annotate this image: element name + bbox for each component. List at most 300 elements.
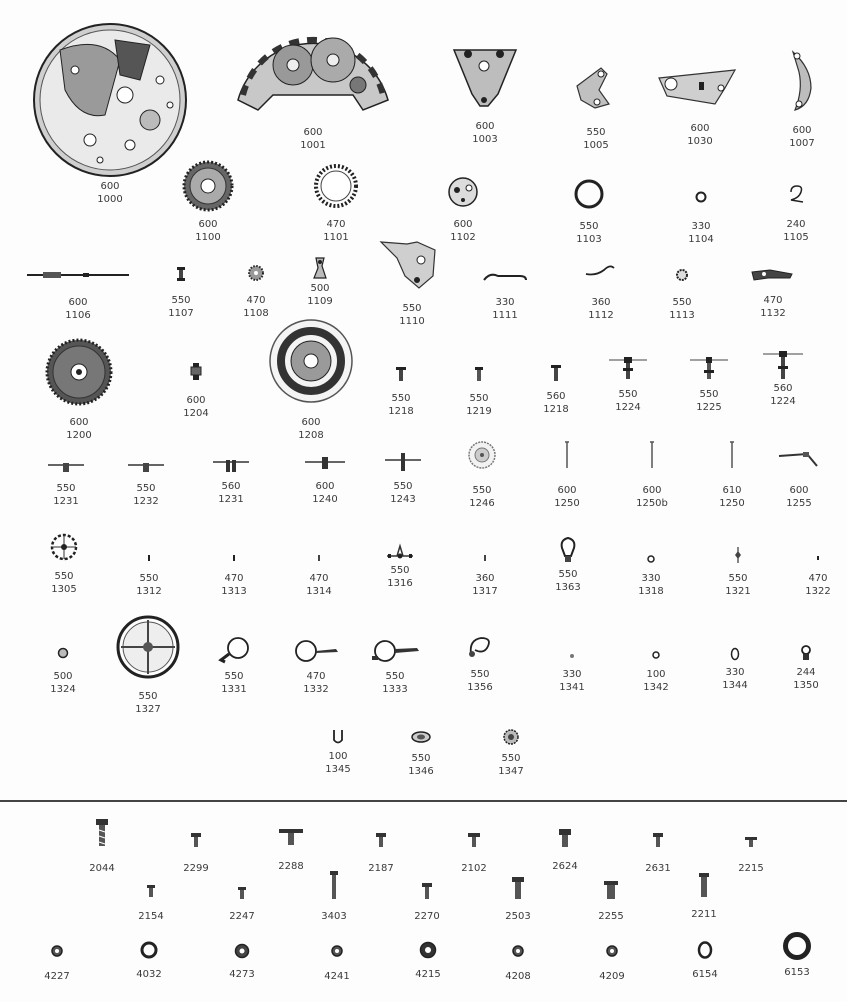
part-group-number: 550 bbox=[138, 691, 158, 702]
part-number: 1231 bbox=[218, 494, 244, 505]
part-number: 1363 bbox=[555, 582, 581, 593]
part-1331 bbox=[194, 636, 274, 696]
part-group-number: 550 bbox=[393, 481, 413, 492]
small-bridge-icon bbox=[787, 48, 817, 114]
part-group-number: 360 bbox=[591, 297, 611, 308]
part-group-number: 600 bbox=[690, 123, 710, 134]
part-1104 bbox=[661, 190, 741, 246]
mainspring-icon bbox=[268, 318, 354, 404]
stem-icon bbox=[727, 440, 737, 470]
part-1240 bbox=[285, 456, 365, 506]
part-1101 bbox=[296, 164, 376, 244]
part-number: 1200 bbox=[66, 430, 92, 441]
washer-icon bbox=[139, 940, 159, 960]
part-1314 bbox=[279, 554, 359, 598]
part-1106 bbox=[18, 268, 138, 322]
part-number: 1103 bbox=[576, 234, 602, 245]
part-group-number: 550 bbox=[672, 297, 692, 308]
part-group-number: 330 bbox=[641, 573, 661, 584]
part-group-number: 244 bbox=[796, 667, 816, 678]
washer-4208 bbox=[483, 944, 553, 983]
part-number: 1030 bbox=[687, 136, 713, 147]
part-number: 1218 bbox=[543, 404, 569, 415]
part-1332 bbox=[286, 638, 346, 696]
part-number: 1243 bbox=[390, 494, 416, 505]
part-group-number: 600 bbox=[303, 127, 323, 138]
part-1246 bbox=[442, 440, 522, 510]
part-1321 bbox=[698, 546, 778, 598]
part-group-number: 470 bbox=[326, 219, 346, 230]
wheel-axle-icon bbox=[688, 356, 730, 382]
pallet-fork-icon bbox=[385, 542, 415, 562]
part-number: 1112 bbox=[588, 310, 614, 321]
small-ring-icon bbox=[651, 650, 661, 660]
part-number: 1246 bbox=[469, 498, 495, 509]
screw-icon bbox=[94, 818, 110, 848]
regulator-icon bbox=[369, 638, 421, 664]
part-number: 1344 bbox=[722, 680, 748, 691]
part-number: 1005 bbox=[583, 140, 609, 151]
pallet-bridge-icon bbox=[571, 64, 621, 112]
part-number: 1333 bbox=[382, 684, 408, 695]
part-group-number: 600 bbox=[792, 125, 812, 136]
escape-wheel-icon bbox=[49, 532, 79, 562]
part-number: 1322 bbox=[805, 586, 831, 597]
part-1346 bbox=[381, 730, 461, 778]
screw-2299 bbox=[161, 832, 231, 875]
part-group-number: 550 bbox=[469, 393, 489, 404]
part-group-number: 600 bbox=[642, 485, 662, 496]
flat-wheel-icon bbox=[211, 458, 251, 474]
crown-wheel-icon bbox=[314, 164, 358, 208]
part-1342 bbox=[616, 650, 696, 694]
part-group-number: 610 bbox=[722, 485, 742, 496]
part-number: 1314 bbox=[306, 586, 332, 597]
part-1322 bbox=[778, 554, 847, 598]
screw-icon bbox=[190, 832, 202, 848]
part-1102 bbox=[423, 176, 503, 244]
part-1250c bbox=[692, 440, 772, 510]
part-1103 bbox=[549, 178, 629, 246]
part-group-number: 550 bbox=[171, 295, 191, 306]
part-1208 bbox=[261, 318, 361, 442]
part-group-number: 600 bbox=[301, 417, 321, 428]
part-1224a bbox=[588, 356, 668, 414]
part-group-number: 550 bbox=[402, 303, 422, 314]
dot-icon bbox=[316, 554, 322, 562]
part-number: 1107 bbox=[168, 308, 194, 319]
yoke-icon bbox=[750, 266, 796, 282]
axle-icon bbox=[549, 364, 563, 382]
part-group-number: 600 bbox=[69, 417, 89, 428]
part-1007 bbox=[762, 48, 842, 150]
dot-icon bbox=[146, 554, 152, 562]
dot-icon bbox=[482, 554, 488, 562]
washer-6154 bbox=[670, 940, 740, 981]
washer-number: 4227 bbox=[44, 971, 70, 982]
part-group-number: 360 bbox=[475, 573, 495, 584]
part-group-number: 550 bbox=[618, 389, 638, 400]
washer-4209 bbox=[577, 944, 647, 983]
screw-icon bbox=[652, 832, 664, 848]
part-1107 bbox=[141, 266, 221, 320]
part-number: 1000 bbox=[97, 194, 123, 205]
hairspring-stud-icon bbox=[465, 634, 495, 660]
part-1341 bbox=[532, 652, 612, 694]
screw-2624 bbox=[530, 828, 600, 873]
screw-2255 bbox=[576, 880, 646, 923]
washer-icon bbox=[233, 942, 251, 960]
screw-icon bbox=[237, 886, 247, 900]
part-1255 bbox=[769, 450, 829, 510]
screw-number: 2299 bbox=[183, 863, 209, 874]
jewel-icon bbox=[56, 646, 70, 660]
part-number: 1100 bbox=[195, 232, 221, 243]
dot-icon bbox=[231, 554, 237, 562]
axle-icon bbox=[394, 366, 408, 382]
screw-number: 2187 bbox=[368, 863, 394, 874]
screw-icon bbox=[375, 832, 387, 848]
stud-icon bbox=[799, 644, 813, 664]
part-number: 1250b bbox=[636, 498, 668, 509]
jewel-icon bbox=[675, 268, 689, 282]
screw-icon bbox=[603, 880, 619, 900]
part-1250b bbox=[612, 440, 692, 510]
screw-2631 bbox=[623, 832, 693, 875]
part-number: 1224 bbox=[770, 396, 796, 407]
screw-2102 bbox=[439, 832, 509, 875]
part-group-number: 550 bbox=[586, 127, 606, 138]
part-group-number: 550 bbox=[224, 671, 244, 682]
washer-icon bbox=[330, 944, 344, 958]
part-number: 1318 bbox=[638, 586, 664, 597]
part-1003 bbox=[445, 42, 525, 146]
part-number: 1109 bbox=[307, 296, 333, 307]
part-1225 bbox=[669, 356, 749, 414]
part-group-number: 330 bbox=[495, 297, 515, 308]
bulb-icon bbox=[558, 536, 578, 566]
hook-stem-icon bbox=[777, 450, 821, 470]
part-group-number: 550 bbox=[579, 221, 599, 232]
washer-4032 bbox=[114, 940, 184, 981]
part-number: 1316 bbox=[387, 578, 413, 589]
part-group-number: 550 bbox=[139, 573, 159, 584]
small-gear-icon bbox=[247, 264, 265, 282]
screw-number: 2624 bbox=[552, 861, 578, 872]
part-number: 1313 bbox=[221, 586, 247, 597]
part-number: 1255 bbox=[786, 498, 812, 509]
screw-3403 bbox=[299, 870, 369, 923]
part-group-number: 600 bbox=[557, 485, 577, 496]
part-1231b bbox=[191, 458, 271, 506]
washer-number: 6154 bbox=[692, 969, 718, 980]
screw-2247 bbox=[207, 886, 277, 923]
flat-wheel-icon bbox=[383, 452, 423, 472]
part-group-number: 600 bbox=[68, 297, 88, 308]
section-divider bbox=[0, 800, 847, 802]
screw-number: 2211 bbox=[691, 909, 717, 920]
part-number: 1324 bbox=[50, 684, 76, 695]
arbor-icon bbox=[23, 268, 133, 282]
screw-number: 2247 bbox=[229, 911, 255, 922]
part-number: 1350 bbox=[793, 680, 819, 691]
part-group-number: 550 bbox=[472, 485, 492, 496]
part-1344 bbox=[695, 646, 775, 692]
screw-2044 bbox=[67, 818, 137, 875]
dot-icon bbox=[568, 652, 576, 660]
part-1333 bbox=[365, 638, 425, 696]
part-1030 bbox=[650, 66, 750, 148]
screw-number: 2255 bbox=[598, 911, 624, 922]
washer-number: 4215 bbox=[415, 969, 441, 980]
part-group-number: 550 bbox=[54, 571, 74, 582]
part-1005 bbox=[556, 64, 636, 152]
screw-number: 2270 bbox=[414, 911, 440, 922]
part-number: 1110 bbox=[399, 316, 425, 327]
part-1327 bbox=[108, 614, 188, 716]
balance-wheel-icon bbox=[115, 614, 181, 680]
part-number: 1332 bbox=[303, 684, 329, 695]
wheel-axle-icon bbox=[761, 350, 805, 382]
part-number: 1113 bbox=[669, 310, 695, 321]
staff-icon bbox=[733, 546, 743, 564]
washer-number: 6153 bbox=[784, 967, 810, 978]
spring-icon bbox=[584, 262, 618, 280]
part-number: 1305 bbox=[51, 584, 77, 595]
u-spring-icon bbox=[331, 728, 345, 746]
part-1224b bbox=[743, 350, 823, 408]
part-number: 1106 bbox=[65, 310, 91, 321]
screw-number: 2044 bbox=[89, 863, 115, 874]
part-number: 1108 bbox=[243, 308, 269, 319]
stem-icon bbox=[647, 440, 657, 470]
part-group-number: 600 bbox=[100, 181, 120, 192]
part-number: 1331 bbox=[221, 684, 247, 695]
part-number: 1231 bbox=[53, 496, 79, 507]
part-group-number: 560 bbox=[773, 383, 793, 394]
barrel-cover-icon bbox=[445, 176, 481, 208]
washer-4215 bbox=[393, 940, 463, 981]
part-number: 1105 bbox=[783, 232, 809, 243]
screw-number: 2215 bbox=[738, 863, 764, 874]
part-1345 bbox=[298, 728, 378, 776]
part-group-number: 600 bbox=[315, 481, 335, 492]
wheel-axle-icon bbox=[607, 356, 649, 382]
part-1218b bbox=[516, 364, 596, 416]
washer-4227 bbox=[22, 944, 92, 983]
part-1318 bbox=[611, 554, 691, 598]
lever-icon bbox=[310, 256, 330, 282]
screw-icon bbox=[698, 872, 710, 898]
setting-lever-icon bbox=[377, 236, 447, 292]
part-group-number: 550 bbox=[390, 565, 410, 576]
barrel-bridge-icon bbox=[233, 10, 393, 118]
dot-icon bbox=[815, 554, 821, 562]
screw-icon bbox=[329, 870, 339, 900]
screw-2288 bbox=[256, 828, 326, 873]
part-1109 bbox=[280, 256, 360, 308]
part-1132 bbox=[743, 266, 803, 320]
part-number: 1104 bbox=[688, 234, 714, 245]
part-number: 1240 bbox=[312, 494, 338, 505]
part-group-number: 550 bbox=[136, 483, 156, 494]
part-group-number: 470 bbox=[224, 573, 244, 584]
part-group-number: 550 bbox=[728, 573, 748, 584]
small-ring-icon bbox=[646, 554, 656, 564]
part-1105 bbox=[756, 184, 836, 244]
screw-number: 3403 bbox=[321, 911, 347, 922]
part-1350 bbox=[766, 644, 846, 692]
part-number: 1342 bbox=[643, 682, 669, 693]
part-group-number: 600 bbox=[475, 121, 495, 132]
screw-number: 2154 bbox=[138, 911, 164, 922]
part-group-number: 330 bbox=[562, 669, 582, 680]
part-1316 bbox=[360, 542, 440, 590]
part-group-number: 550 bbox=[391, 393, 411, 404]
part-number: 1224 bbox=[615, 402, 641, 413]
screw-number: 2288 bbox=[278, 861, 304, 872]
screw-number: 2102 bbox=[461, 863, 487, 874]
part-number: 1250 bbox=[719, 498, 745, 509]
part-1110 bbox=[367, 236, 457, 328]
washer-4273 bbox=[207, 942, 277, 981]
part-number: 1208 bbox=[298, 430, 324, 441]
screw-icon bbox=[467, 832, 481, 848]
part-number: 1001 bbox=[300, 140, 326, 151]
part-number: 1341 bbox=[559, 682, 585, 693]
part-number: 1218 bbox=[388, 406, 414, 417]
shock-jewel-icon bbox=[502, 728, 520, 746]
ring-icon bbox=[573, 178, 605, 210]
washer-icon bbox=[511, 944, 525, 958]
part-number: 1250 bbox=[554, 498, 580, 509]
part-group-number: 470 bbox=[808, 573, 828, 584]
part-1200 bbox=[39, 338, 119, 442]
part-number: 1345 bbox=[325, 764, 351, 775]
part-1243 bbox=[363, 452, 443, 506]
flat-wheel-icon bbox=[46, 460, 86, 474]
part-group-number: 600 bbox=[186, 395, 206, 406]
part-1100 bbox=[168, 160, 248, 244]
part-group-number: 550 bbox=[699, 389, 719, 400]
part-1232 bbox=[106, 460, 186, 508]
part-1363 bbox=[528, 536, 608, 594]
screw-2187 bbox=[346, 832, 416, 875]
part-number: 1111 bbox=[492, 310, 518, 321]
screw-icon bbox=[558, 828, 572, 848]
part-group-number: 550 bbox=[501, 753, 521, 764]
flat-wheel-icon bbox=[126, 460, 166, 474]
part-number: 1312 bbox=[136, 586, 162, 597]
part-1313 bbox=[194, 554, 274, 598]
part-number: 1102 bbox=[450, 232, 476, 243]
part-1218a bbox=[361, 366, 441, 418]
washer-icon bbox=[418, 940, 438, 960]
part-number: 1347 bbox=[498, 766, 524, 777]
part-group-number: 470 bbox=[246, 295, 266, 306]
part-1219 bbox=[439, 366, 519, 418]
part-number: 1317 bbox=[472, 586, 498, 597]
part-1312 bbox=[109, 554, 189, 598]
pinion-icon bbox=[175, 266, 187, 282]
washer-icon bbox=[605, 944, 619, 958]
washer-number: 4208 bbox=[505, 971, 531, 982]
screw-2503 bbox=[483, 876, 553, 923]
washer-icon bbox=[696, 940, 714, 960]
washer-number: 4032 bbox=[136, 969, 162, 980]
part-group-number: 470 bbox=[309, 573, 329, 584]
part-number: 1346 bbox=[408, 766, 434, 777]
part-1231a bbox=[26, 460, 106, 508]
rotor-wheel-icon bbox=[465, 440, 499, 470]
part-number: 1321 bbox=[725, 586, 751, 597]
screw-icon bbox=[421, 882, 433, 900]
washer-6153 bbox=[762, 930, 832, 979]
automatic-bridge-icon bbox=[655, 66, 745, 106]
part-number: 1219 bbox=[466, 406, 492, 417]
part-group-number: 600 bbox=[198, 219, 218, 230]
main-plate-icon bbox=[30, 20, 190, 180]
part-1001 bbox=[228, 10, 398, 152]
part-1347 bbox=[471, 728, 551, 778]
screw-2270 bbox=[392, 882, 462, 923]
part-number: 1101 bbox=[323, 232, 349, 243]
screw-icon bbox=[278, 828, 304, 846]
washer-number: 4273 bbox=[229, 969, 255, 980]
part-1305 bbox=[24, 532, 104, 596]
part-group-number: 330 bbox=[691, 221, 711, 232]
part-group-number: 560 bbox=[221, 481, 241, 492]
part-number: 1003 bbox=[472, 134, 498, 145]
shock-setting-icon bbox=[410, 730, 432, 744]
part-group-number: 100 bbox=[646, 669, 666, 680]
part-number: 1356 bbox=[467, 682, 493, 693]
pinion-icon bbox=[188, 362, 204, 382]
part-group-number: 500 bbox=[310, 283, 330, 294]
part-group-number: 500 bbox=[53, 671, 73, 682]
spring-icon bbox=[482, 270, 528, 284]
part-1112 bbox=[561, 262, 641, 322]
washer-number: 4209 bbox=[599, 971, 625, 982]
part-group-number: 550 bbox=[56, 483, 76, 494]
part-number: 1204 bbox=[183, 408, 209, 419]
part-1250a bbox=[527, 440, 607, 510]
balance-bridge-icon bbox=[450, 42, 520, 110]
part-1317 bbox=[445, 554, 525, 598]
part-number: 1132 bbox=[760, 308, 786, 319]
wheel-gear-icon bbox=[45, 338, 113, 406]
part-group-number: 550 bbox=[558, 569, 578, 580]
part-group-number: 240 bbox=[786, 219, 806, 230]
part-1356 bbox=[440, 634, 520, 694]
part-group-number: 600 bbox=[453, 219, 473, 230]
hairspring-stud-icon bbox=[217, 636, 251, 664]
screw-icon bbox=[511, 876, 525, 900]
screw-icon bbox=[744, 836, 758, 848]
small-ring-icon bbox=[694, 190, 708, 204]
barrel-gear-icon bbox=[182, 160, 234, 212]
part-1111 bbox=[475, 270, 535, 322]
part-number: 1327 bbox=[135, 704, 161, 715]
washer-icon bbox=[50, 944, 64, 958]
part-group-number: 470 bbox=[763, 295, 783, 306]
part-1204 bbox=[156, 362, 236, 420]
flat-wheel-icon bbox=[303, 456, 347, 472]
part-1324 bbox=[23, 646, 103, 696]
axle-icon bbox=[472, 366, 486, 382]
part-number: 1225 bbox=[696, 402, 722, 413]
washer-number: 4241 bbox=[324, 971, 350, 982]
